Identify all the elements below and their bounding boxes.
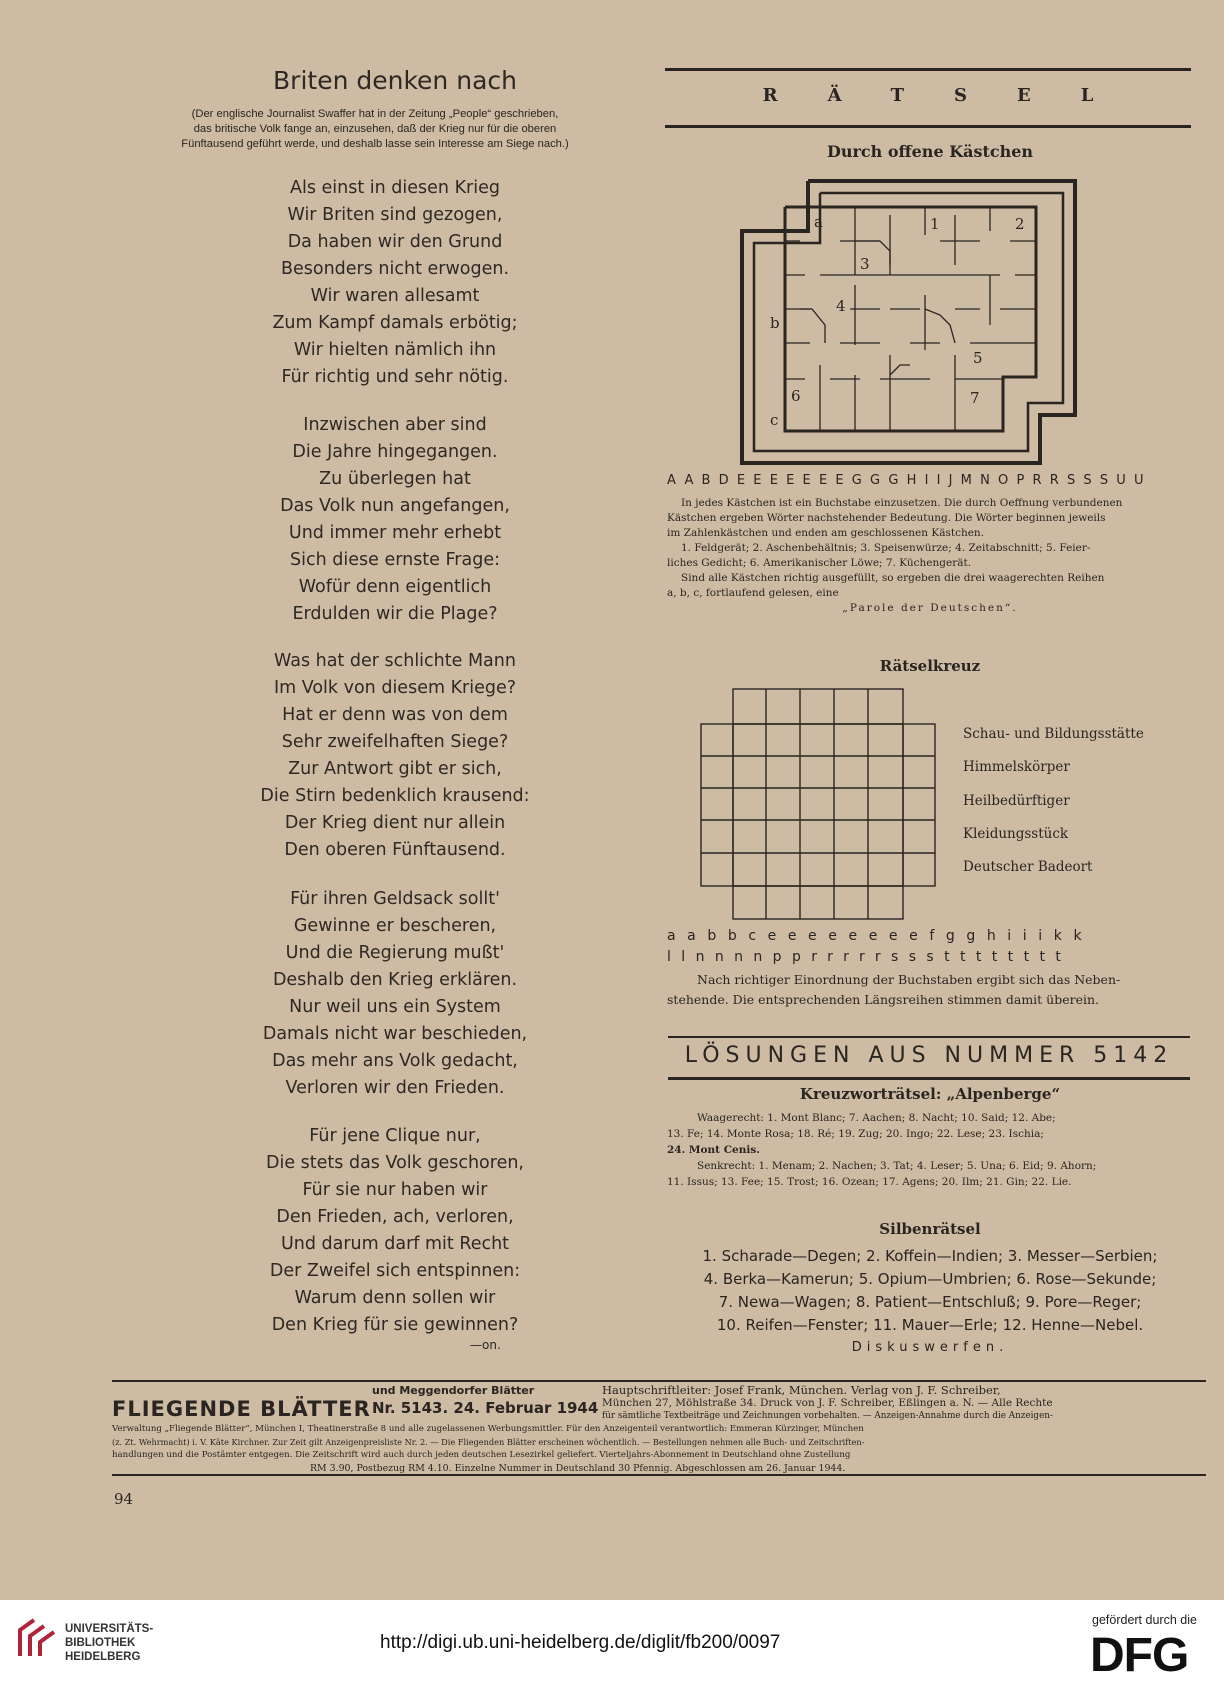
verse-line: Im Volk von diesem Kriege? [273, 678, 517, 698]
puzzle2-grid [698, 686, 938, 926]
imprint-line: Hauptschriftleiter: Josef Frank, München. Verlag von J. F. Schreiber, [602, 1383, 1001, 1397]
verse-line: Zum Kampf damals erbötig; [272, 313, 518, 333]
silben-line: 4. Berka—Kamerun; 5. Opium—Umbrien; 6. Rose—Sekunde; [703, 1270, 1157, 1288]
imprint-line: (z. Zt. Wehrmacht) i. V. Käte Kirchner. Zur Zeit gilt Anzeigenpreisliste Nr. 2. — Die Fliegenden Blätter erscheinen wöchentlich. — Bestellungen nehmen alle Buch- und Zeitschriften- [112, 1437, 865, 1447]
kreuzwortraetsel-title: Kreuzworträtsel: „Alpenberge“ [799, 1085, 1061, 1103]
verse-line: Für sie nur haben wir [302, 1180, 488, 1200]
verse-line: Und die Regierung mußt' [285, 943, 505, 963]
footer-rule-top [112, 1380, 1206, 1382]
silben-line: 10. Reifen—Fenster; 11. Mauer—Erle; 12. Henne—Nebel. [716, 1316, 1144, 1334]
verse-line: Verloren wir den Frieden. [285, 1078, 505, 1098]
text-line: liches Gedicht; 6. Amerikanischer Löwe; 7. Küchengerät. [667, 557, 972, 569]
puzzle1-letters: AABDEEEEEEEGGGHIIJMNOPRRSSSUU [667, 473, 1152, 488]
library-name [65, 1622, 153, 1664]
text-line: a, b, c, fortlaufend gelesen, eine [667, 587, 839, 599]
puzzle1-instructions [667, 496, 1193, 616]
puzzle2-clue-5: Deutscher Badeort [963, 859, 1093, 875]
silben-solution: Diskuswerfen. [851, 1340, 1009, 1355]
puzzle2-clue-3: Heilbedürftiger [963, 793, 1070, 809]
verse-line: Den oberen Fünftausend. [284, 840, 506, 860]
puzzle1-number-1: 1 [930, 215, 940, 233]
verse-line: Wir Briten sind gezogen, [287, 205, 503, 225]
text-line: 24. Mont Cenis. [667, 1144, 760, 1156]
poem-signature: —on. [470, 1338, 501, 1352]
verse-line: Erdulden wir die Plage? [292, 604, 498, 624]
puzzle1-number-2: 2 [1015, 215, 1025, 233]
verse-line: Als einst in diesen Krieg [290, 178, 500, 198]
stanza-2 [160, 412, 630, 628]
silben-line: 1. Scharade—Degen; 2. Koffein—Indien; 3. Messer—Serbien; [702, 1247, 1158, 1265]
verse-line: Der Krieg dient nur allein [284, 813, 506, 833]
verse-line: Besonders nicht erwogen. [280, 259, 510, 279]
verse-line: Nur weil uns ein System [289, 997, 501, 1017]
stanza-5 [160, 1123, 630, 1339]
raetsel-header-bar [665, 68, 1191, 128]
verse-line: Wir hielten nämlich ihn [293, 340, 497, 360]
funded-by-label: gefördert durch die [1092, 1613, 1197, 1627]
puzzle1-title: Durch offene Kästchen [826, 142, 1034, 161]
puzzle1-grid-border [785, 207, 1036, 431]
masthead-title: FLIEGENDE BLÄTTER [112, 1397, 371, 1421]
verse-line: Das mehr ans Volk gedacht, [272, 1051, 518, 1071]
imprint-line: München 27, Möhlstraße 34. Druck von J. F. Schreiber, Eßlingen a. N. — Alle Rechte [602, 1397, 1053, 1409]
imprint-line: handlungen und die Postämter entgegen. Die Zeitschrift wird auch durch jeden deutschen Lesezirkel geliefert. Vierteljahrs-Abonnement in Deutschland ohne Zustellung [112, 1450, 851, 1460]
imprint-line: Verwaltung „Fliegende Blätter“, München I, Theatinerstraße 8 und alle zugelassenen Werbungsmittler. Für den Anzeigenteil verantwortlich: Emmeran Kürzinger, München [112, 1424, 864, 1434]
poem-note-line: Fünftausend geführt werde, und deshalb lasse sein Interesse am Siege nach.) [181, 138, 569, 150]
puzzle2-title: Rätselkreuz [879, 657, 981, 675]
puzzle1-number-7: 7 [970, 389, 980, 407]
verse-line: Wir waren allesamt [310, 286, 480, 306]
puzzle1-number-4: 4 [836, 297, 846, 315]
verse-line: Inzwischen aber sind [303, 415, 487, 435]
verse-line: Und darum darf mit Recht [280, 1234, 510, 1254]
puzzle2-clue-4: Kleidungsstück [963, 826, 1069, 842]
puzzle1-label-b: b [770, 314, 780, 332]
masthead-subtitle: und Meggendorfer Blätter [372, 1384, 535, 1397]
text-line: Senkrecht: 1. Menam; 2. Nachen; 3. Tat; 4. Leser; 5. Una; 6. Eid; 9. Ahorn; [697, 1160, 1097, 1172]
dfg-logo: DFG [1090, 1629, 1189, 1682]
verse-line: Hat er denn was von dem [282, 705, 508, 725]
verse-line: Da haben wir den Grund [287, 232, 503, 252]
verse-line: Den Krieg für sie gewinnen? [271, 1315, 519, 1335]
verse-line: Für jene Clique nur, [309, 1126, 481, 1146]
verse-line: Was hat der schlichte Mann [274, 651, 516, 671]
verse-line: Deshalb den Krieg erklären. [272, 970, 518, 990]
puzzle1-number-3: 3 [860, 255, 870, 273]
imprint-line: RM 3.90, Postbezug RM 4.10. Einzelne Nummer in Deutschland 30 Pfennig. Abgeschlossen am 26. Januar 1944. [310, 1463, 846, 1474]
text-line: In jedes Kästchen ist ein Buchstabe einzusetzen. Die durch Oeffnung verbundenen [681, 497, 1123, 509]
puzzle1-grid [740, 175, 1120, 475]
stanza-1 [160, 175, 630, 391]
poem-note-line: (Der englische Journalist Swaffer hat in der Zeitung „People“ geschrieben, [191, 108, 559, 120]
verse-line: Sehr zweifelhaften Siege? [281, 732, 509, 752]
parole: „Parole der Deutschen“. [842, 602, 1018, 614]
poem-note-line: das britische Volk fange an, einzusehen, daß der Krieg nur für die oberen [193, 123, 557, 135]
verse-line: Für richtig und sehr nötig. [281, 367, 509, 387]
verse-line: Der Zweifel sich entspinnen: [269, 1261, 521, 1281]
text-line: 11. Issus; 13. Fee; 15. Trost; 16. Ozean; 17. Agens; 20. Ilm; 21. Gin; 22. Lie. [667, 1176, 1072, 1188]
verse-line: Damals nicht war beschieden, [262, 1024, 528, 1044]
loesungen-header-bar [668, 1036, 1190, 1080]
puzzle2-clue-1: Schau- und Bildungsstätte [963, 726, 1144, 742]
kreuzwortraetsel-solution [667, 1110, 1193, 1190]
text-line: Kästchen ergeben Wörter nachstehender Bedeutung. Die Wörter beginnen jeweils [667, 512, 1106, 524]
puzzle1-outer-border [742, 181, 1075, 463]
stanza-3 [160, 648, 630, 864]
puzzle1-number-5: 5 [973, 349, 983, 367]
puzzle2-letters-1: aabbceeeeeeeefgghiiikk [667, 928, 1094, 944]
text-line: im Zahlenkästchen und enden am geschlossenen Kästchen. [667, 527, 985, 539]
silben-line: 7. Newa—Wagen; 8. Patient—Entschluß; 9. Pore—Reger; [718, 1293, 1142, 1311]
silbenraetsel-title: Silbenrätsel [879, 1220, 981, 1238]
puzzle2-instructions [667, 970, 1193, 1010]
verse-line: Zur Antwort gibt er sich, [288, 759, 502, 779]
text-line: Nach richtiger Einordnung der Buchstaben ergibt sich das Neben- [697, 972, 1121, 987]
verse-line: Für ihren Geldsack sollt' [290, 889, 500, 909]
puzzle1-label-a: a [814, 213, 823, 231]
text-line: stehende. Die entsprechenden Längsreihen stimmen damit überein. [667, 992, 1100, 1007]
verse-line: Gewinne er bescheren, [293, 916, 497, 936]
puzzle1-label-c: c [770, 411, 779, 429]
loesungen-header: LÖSUNGEN AUS NUMMER 5142 [684, 1043, 1174, 1068]
puzzle1-number-6: 6 [791, 387, 801, 405]
verse-line: Die Jahre hingegangen. [292, 442, 498, 462]
library-logo-icon [14, 1616, 58, 1660]
text-line: Waagerecht: 1. Mont Blanc; 7. Aachen; 8. Nacht; 10. Said; 12. Abe; [697, 1112, 1056, 1124]
poem-note [115, 107, 635, 152]
poem-title: Briten denken nach [273, 66, 517, 95]
verse-line: Das Volk nun angefangen, [280, 496, 510, 516]
verse-line: Warum denn sollen wir [294, 1288, 496, 1308]
verse-line: Und immer mehr erhebt [288, 523, 502, 543]
document-url[interactable]: http://digi.ub.uni-heidelberg.de/diglit/fb200/0097 [380, 1632, 781, 1653]
verse-line: Zu überlegen hat [319, 469, 471, 489]
page-number: 94 [114, 1490, 134, 1508]
library-name-line: HEIDELBERG [65, 1651, 141, 1663]
issue-number: Nr. 5143. 24. Februar 1944 [372, 1399, 599, 1417]
footer-rule-bottom [112, 1474, 1206, 1476]
puzzle1-walls [785, 207, 1036, 431]
imprint-line: für sämtliche Textbeiträge und Zeichnungen vorbehalten. — Anzeigen-Annahme durch die Anzeigen- [602, 1411, 1053, 1421]
text-line: 13. Fe; 14. Monte Rosa; 18. Ré; 19. Zug; 20. Ingo; 22. Lese; 23. Ischia; [667, 1128, 1044, 1140]
text-line: Sind alle Kästchen richtig ausgefüllt, so ergeben die drei waagerechten Reihen [681, 572, 1105, 584]
library-name-line: UNIVERSITÄTS- [65, 1623, 154, 1635]
library-name-line: BIBLIOTHEK [65, 1637, 136, 1649]
verse-line: Den Frieden, ach, verloren, [276, 1207, 514, 1227]
text-line: 1. Feldgerät; 2. Aschenbehältnis; 3. Speisenwürze; 4. Zeitabschnitt; 5. Feier- [681, 542, 1091, 554]
raetsel-header: RÄTSEL [762, 85, 1144, 106]
verse-line: Die Stirn bedenklich krausend: [260, 786, 530, 806]
stanza-4 [160, 886, 630, 1102]
puzzle2-clue-2: Himmelskörper [963, 759, 1070, 775]
verse-line: Wofür denn eigentlich [298, 577, 492, 597]
verse-line: Sich diese ernste Frage: [290, 550, 500, 570]
verse-line: Die stets das Volk geschoren, [266, 1153, 524, 1173]
puzzle2-letters-2: llnnnnpprrrrrssstttttttt [667, 949, 1072, 965]
